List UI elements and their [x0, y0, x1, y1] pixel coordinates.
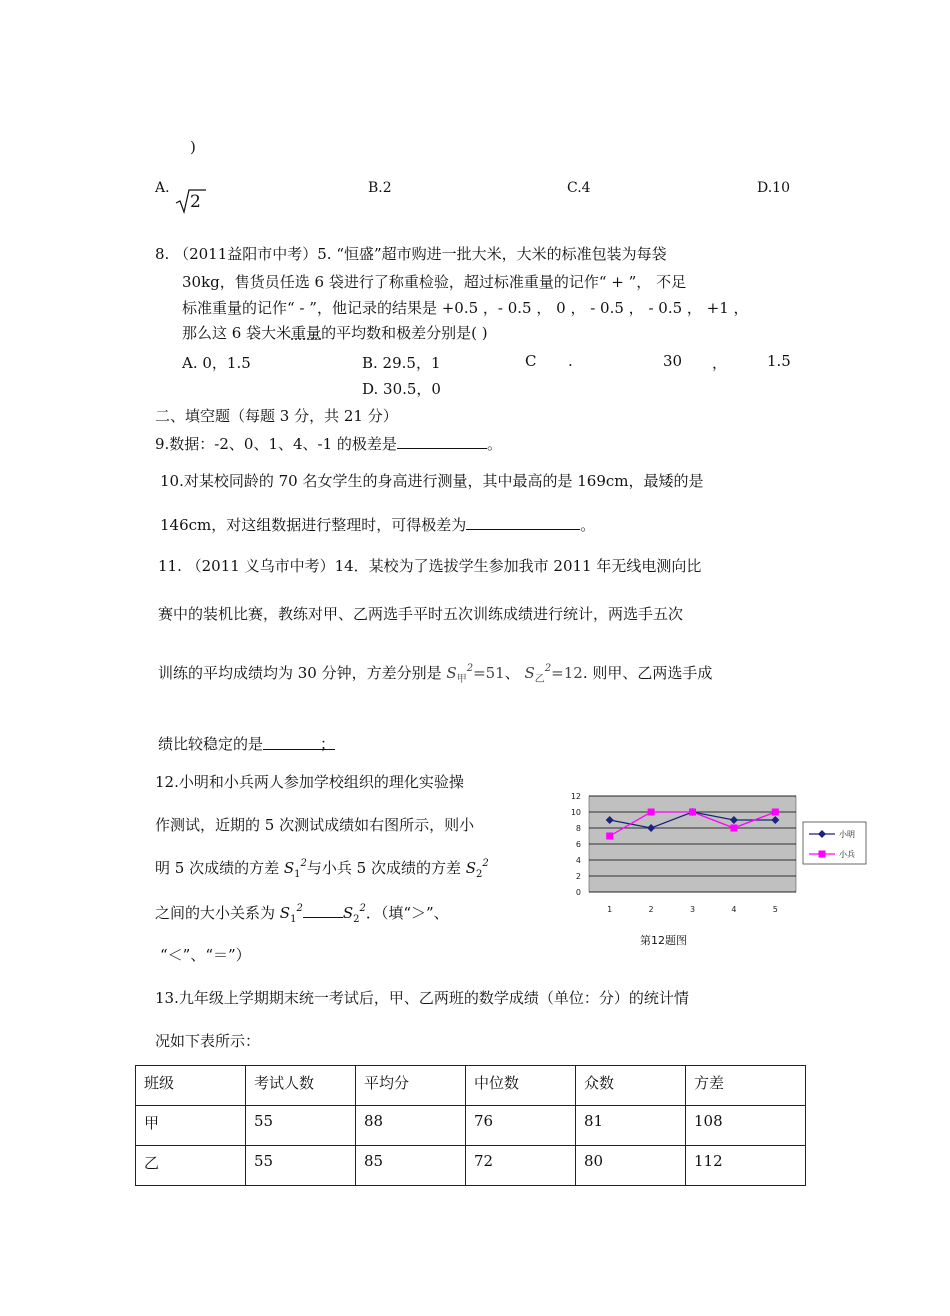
- table-cell: 甲: [136, 1106, 246, 1146]
- superscript-two: 2: [466, 663, 474, 674]
- q7-close-paren: ): [190, 138, 196, 156]
- table-cell: 55: [246, 1146, 356, 1186]
- subscript-yi: 乙: [534, 674, 545, 685]
- data-point: [648, 809, 655, 816]
- x-tick-label: 2: [648, 905, 654, 914]
- table-cell: 108: [686, 1106, 806, 1146]
- q11-line1: 11. （2011 义乌市中考）14．某校为了选拔学生参加我市 2011 年无线电测向比: [158, 557, 702, 575]
- q8-line4-dotted: 重量: [291, 324, 322, 342]
- x-tick-label: 3: [689, 905, 696, 914]
- q12-figure-caption: 第12题图: [640, 934, 687, 947]
- y-axis-ticks: [571, 792, 581, 897]
- header-cell: 中位数: [466, 1066, 576, 1106]
- q10-line1: 10.对某校同龄的 70 名女学生的身高进行测量，其中最高的是 169cm，最矮的是: [160, 472, 704, 490]
- data-point: [772, 809, 779, 816]
- superscript-two: 2: [544, 663, 552, 674]
- q10-text: 146cm，对这组数据进行整理时，可得极差为: [160, 516, 467, 534]
- q8-line4-pre: 那么这 6 袋大米: [182, 324, 292, 342]
- q13-line2: 况如下表所示：: [155, 1032, 261, 1050]
- x-tick-label: 4: [731, 905, 737, 914]
- q8-option-d: D. 30.5，0: [362, 380, 441, 398]
- header-cell: 平均分: [356, 1066, 466, 1106]
- legend-marker: [819, 851, 826, 858]
- q12-line3: [155, 857, 489, 880]
- y-tick-label: 6: [575, 840, 581, 849]
- q12-s2-b: [342, 903, 366, 925]
- q7-option-a: A.: [155, 180, 170, 196]
- x-tick-label: 5: [772, 905, 778, 914]
- q12-answer-blank[interactable]: [303, 901, 343, 918]
- header-cell: 班级: [136, 1066, 246, 1106]
- header-cell: 考试人数: [246, 1066, 356, 1106]
- q8-option-c-val2: 1.5: [767, 352, 791, 370]
- legend-box: [803, 822, 866, 864]
- subscript-two: 2: [476, 869, 483, 880]
- subscript-jia: 甲: [456, 674, 467, 685]
- q12-line5: “＜”、“＝”）: [160, 946, 251, 964]
- q12-line4-end: ．（填“＞”、: [365, 904, 449, 922]
- subscript-one: 1: [290, 914, 297, 925]
- variance-symbol: S: [283, 859, 295, 877]
- q8-option-c-dot: .: [568, 352, 573, 370]
- q8-option-c-val1: 30: [663, 352, 683, 370]
- q12-line1: 12.小明和小兵两人参加学校组织的理化实验操: [155, 773, 464, 791]
- data-point: [606, 833, 613, 840]
- table-row: [136, 1146, 806, 1186]
- q11-line3-end: . 则甲、乙两选手成: [582, 664, 713, 682]
- q8-line3: 标准重量的记作“ - ”，他记录的结果是 +0.5 ，- 0.5 ， 0 ， - 0.5 ， - 0.5 ， +1 ，: [182, 299, 749, 317]
- subscript-two: 2: [353, 914, 360, 925]
- q11-variance-yi: [524, 663, 552, 685]
- y-tick-label: 12: [570, 792, 581, 801]
- q8-line4-post: 的平均数和极差分别是( ): [321, 324, 488, 342]
- q12-line2: 作测试，近期的 5 次测试成绩如右图所示，则小: [155, 816, 475, 834]
- table-cell: 76: [466, 1106, 576, 1146]
- superscript-two: 2: [300, 858, 307, 869]
- q10-line2: [160, 513, 595, 535]
- header-cell: 众数: [576, 1066, 686, 1106]
- variance-symbol: S: [279, 904, 291, 922]
- q11-line4: [158, 733, 335, 754]
- q7-option-a-radicand: 2: [190, 192, 201, 212]
- table-cell: 88: [356, 1106, 466, 1146]
- table-cell: 55: [246, 1106, 356, 1146]
- x-axis-ticks: [607, 905, 778, 914]
- q11-sep: 、: [504, 664, 520, 682]
- header-cell: 方差: [686, 1066, 806, 1106]
- q11-variance-jia: [446, 663, 474, 685]
- y-tick-label: 2: [575, 872, 581, 881]
- table-cell: 乙: [136, 1146, 246, 1186]
- q12-s1-b: [279, 903, 303, 925]
- q12-s1: [283, 858, 307, 880]
- chart-legend: [803, 822, 866, 864]
- q8-option-c-comma: ，: [712, 354, 728, 372]
- legend-label: 小兵: [839, 850, 855, 859]
- q13-line1: 13.九年级上学期期末统一考试后，甲、乙两班的数学成绩（单位：分）的统计情: [155, 989, 689, 1007]
- q9-text-end: 。: [486, 435, 502, 453]
- data-point: [730, 825, 737, 832]
- variance-symbol: S: [446, 664, 457, 682]
- q9-answer-blank[interactable]: [397, 432, 487, 449]
- q12-line4: [155, 901, 449, 925]
- table-cell: 81: [576, 1106, 686, 1146]
- q8-line4: [182, 322, 488, 343]
- q7-option-b: B.2: [368, 180, 392, 196]
- q8-option-c-letter: C: [525, 352, 537, 370]
- superscript-two: 2: [359, 903, 366, 914]
- q8-option-b: B. 29.5，1: [362, 354, 441, 372]
- superscript-two: 2: [296, 903, 303, 914]
- q11-eq-yi: =12: [551, 664, 583, 682]
- q8-option-a: A. 0，1.5: [182, 354, 251, 372]
- q11-line4-text: 绩比较稳定的是: [158, 735, 264, 753]
- q11-answer-blank[interactable]: ；: [263, 733, 335, 750]
- table-header-row: [136, 1066, 806, 1106]
- q10-text-end: 。: [580, 516, 596, 534]
- q7-option-d: D.10: [757, 180, 790, 196]
- section-title: 二、填空题（每题 3 分，共 21 分）: [155, 407, 398, 425]
- q12-s2: [465, 858, 489, 880]
- table-cell: 85: [356, 1146, 466, 1186]
- y-tick-label: 4: [575, 856, 581, 865]
- legend-label: 小明: [839, 830, 855, 839]
- variance-symbol: S: [524, 664, 535, 682]
- table-cell: 80: [576, 1146, 686, 1186]
- q12-line3-text-b: 与小兵 5 次成绩的方差: [306, 859, 466, 877]
- variance-symbol: S: [342, 904, 354, 922]
- table-row: [136, 1106, 806, 1146]
- q9: [155, 432, 502, 454]
- q7-option-c: C.4: [567, 180, 591, 196]
- q12-line4-text: 之间的大小关系为: [155, 904, 280, 922]
- x-tick-label: 1: [607, 905, 613, 914]
- q11-line3: [158, 662, 712, 685]
- table-cell: 112: [686, 1146, 806, 1186]
- data-point: [689, 809, 696, 816]
- q11-line3-text: 训练的平均成绩均为 30 分钟，方差分别是: [158, 664, 442, 682]
- q8-line2: 30kg，售货员任选 6 袋进行了称重检验，超过标准重量的记作“ + ”， 不足: [182, 273, 687, 291]
- superscript-two: 2: [482, 858, 489, 869]
- q8-line1: 8. （2011益阳市中考）5. “恒盛”超市购进一批大米，大米的标准包装为每袋: [155, 245, 667, 263]
- q9-text: 9.数据：-2、0、1、4、-1 的极差是: [155, 435, 397, 453]
- q12-line3-text-a: 明 5 次成绩的方差: [155, 859, 284, 877]
- y-tick-label: 8: [575, 824, 581, 833]
- subscript-one: 1: [294, 869, 301, 880]
- q11-line2: 赛中的装机比赛，教练对甲、乙两选手平时五次训练成绩进行统计，两选手五次: [158, 605, 684, 623]
- q11-eq-jia: =51: [473, 664, 505, 682]
- q10-answer-blank[interactable]: [466, 513, 580, 530]
- variance-symbol: S: [465, 859, 477, 877]
- table-cell: 72: [466, 1146, 576, 1186]
- q13-score-table: [135, 1065, 806, 1186]
- y-tick-label: 0: [575, 888, 581, 897]
- q12-line-chart: [560, 788, 870, 923]
- y-tick-label: 10: [570, 808, 581, 817]
- q7-option-a-sqrt: [175, 188, 207, 218]
